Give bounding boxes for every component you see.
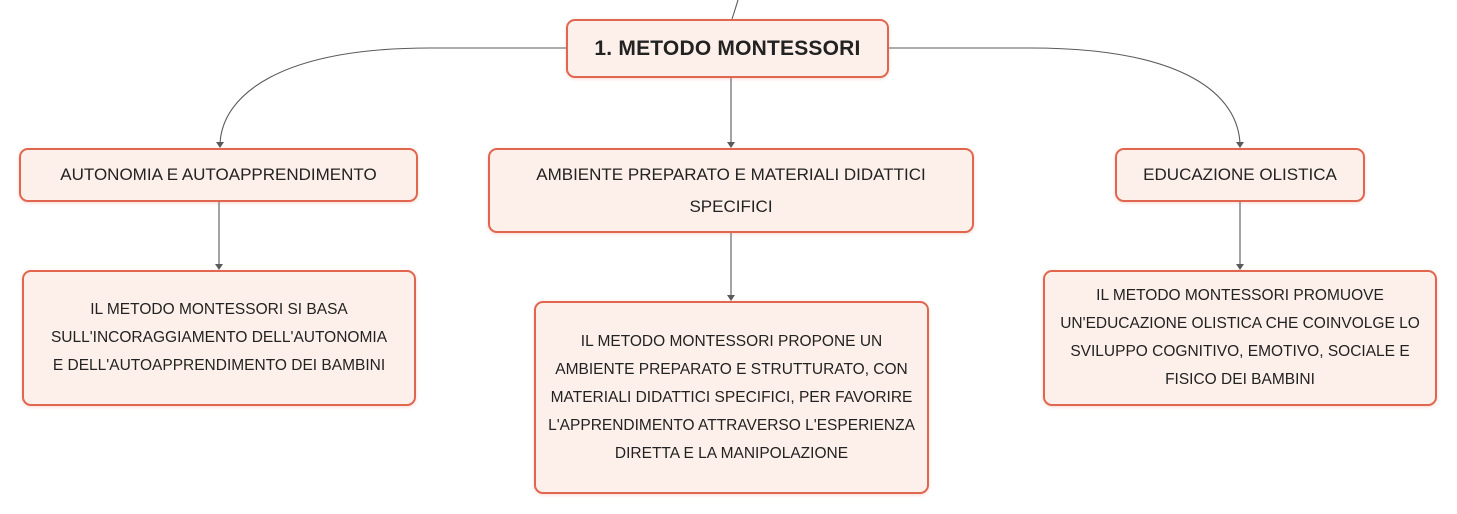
detail-text-ambiente: IL METODO MONTESSORI PROPONE UN AMBIENTE PREPARATO E STRUTTURATO, CON MATERIALI DIDATTICI SPECIFICI, PER FAVORIRE L'APPRENDIMENTO ATTRAVERSO L'ESPERIENZA DIRETTA E LA MANIPOLAZIONE <box>548 332 915 462</box>
branch-label-autonomia: AUTONOMIA E AUTOAPPRENDIMENTO <box>60 165 377 184</box>
connector-root-branch-3 <box>889 48 1240 144</box>
root-topic-node[interactable] <box>566 19 889 78</box>
branch-node-autonomia[interactable] <box>19 148 418 202</box>
detail-node-ambiente[interactable] <box>534 301 929 494</box>
branch-label-ambiente: AMBIENTE PREPARATO E MATERIALI DIDATTICI SPECIFICI <box>536 164 926 216</box>
detail-text-educazione: IL METODO MONTESSORI PROMUOVE UN'EDUCAZIONE OLISTICA CHE COINVOLGE LO SVILUPPO COGNITIVO, EMOTIVO, SOCIALE E FISICO DEI BAMBINI <box>1060 287 1420 388</box>
branch-label-educazione: EDUCAZIONE OLISTICA <box>1143 165 1337 184</box>
detail-node-educazione[interactable] <box>1043 270 1437 406</box>
branch-node-educazione[interactable] <box>1115 148 1365 202</box>
connector-root-branch-1 <box>220 48 566 144</box>
connector-parent-root <box>732 0 738 19</box>
detail-text-autonomia: IL METODO MONTESSORI SI BASA SULL'INCORAGGIAMENTO DELL'AUTONOMIA E DELL'AUTOAPPRENDIMENTO DEI BAMBINI <box>50 301 388 374</box>
branch-node-ambiente[interactable] <box>488 148 974 233</box>
detail-node-autonomia[interactable] <box>22 270 416 406</box>
root-topic-label: 1. METODO MONTESSORI <box>594 36 861 60</box>
